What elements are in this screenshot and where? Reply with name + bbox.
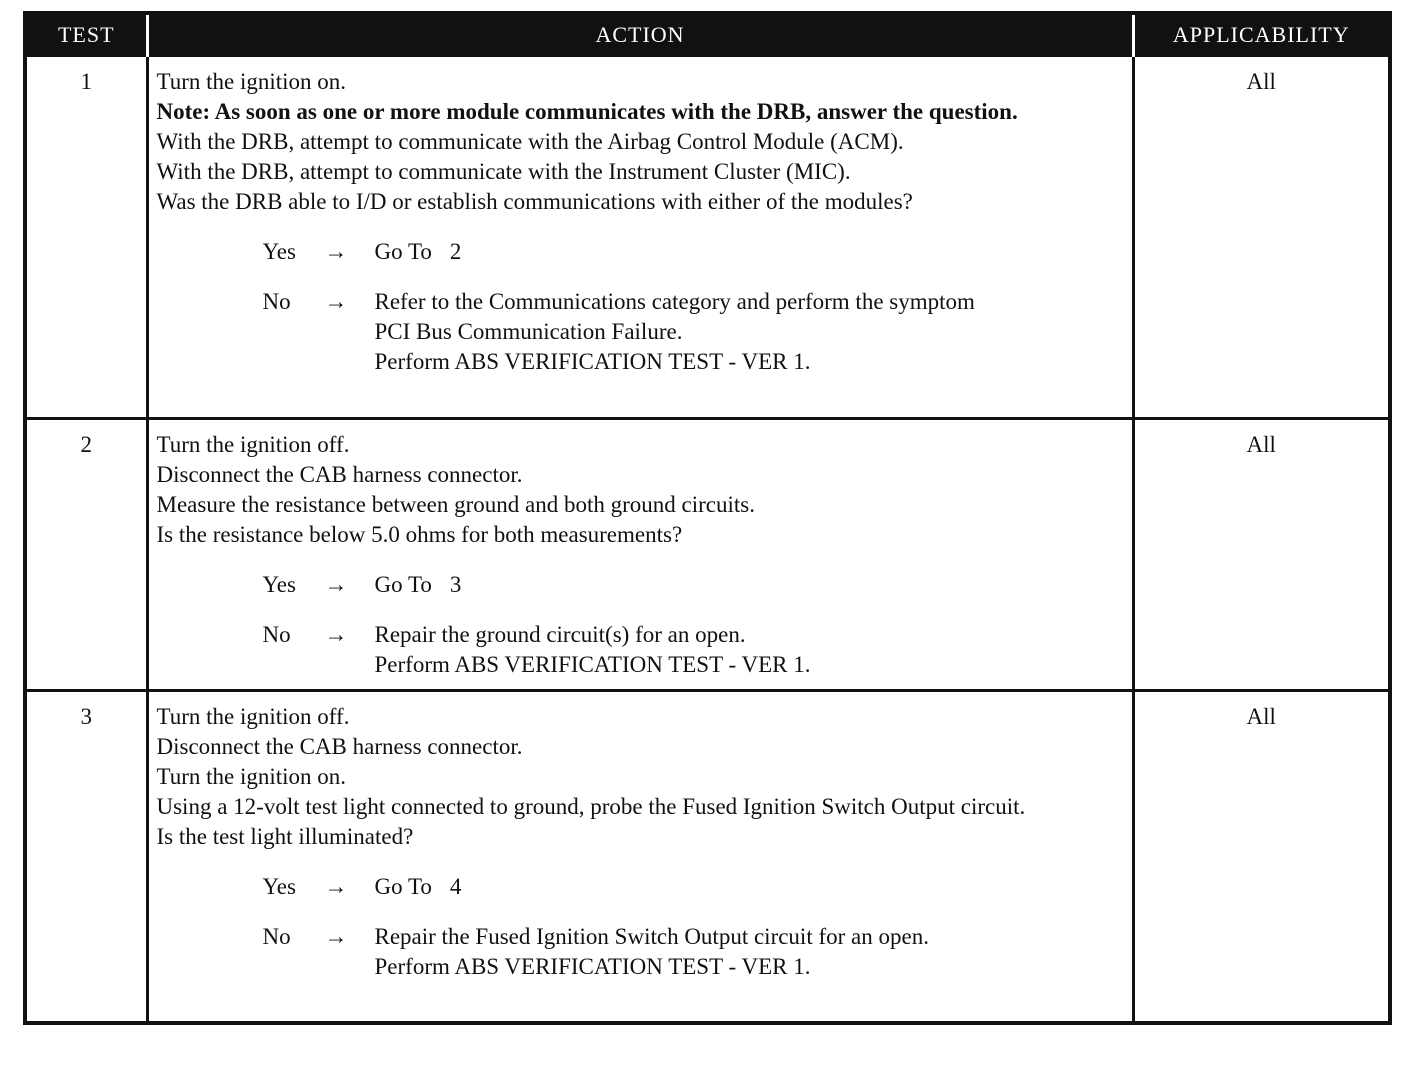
right-arrow-icon: → [324, 924, 348, 949]
goto-text: Go To [374, 874, 432, 899]
action-step: Turn the ignition off. [156, 432, 350, 457]
no-instruction: Perform ABS VERIFICATION TEST - VER 1. [374, 954, 811, 979]
no-branch [157, 620, 1124, 680]
action-note: Note: As soon as one or more module communicates with the DRB, answer the question. [156, 99, 1018, 124]
no-instruction: PCI Bus Communication Failure. [374, 319, 683, 344]
yes-branch [157, 872, 1124, 902]
right-arrow-icon: → [324, 289, 348, 314]
goto-number: 3 [449, 572, 462, 597]
no-instruction: Perform ABS VERIFICATION TEST - VER 1. [374, 349, 811, 374]
header-test: TEST [25, 13, 147, 56]
no-label: No [262, 622, 291, 647]
goto-text: Go To [374, 239, 432, 264]
table-header-row [25, 13, 1390, 56]
action-step: Disconnect the CAB harness connector. [156, 462, 523, 487]
no-label: No [262, 289, 291, 314]
action-question: Was the DRB able to I/D or establish communications with either of the modules? [156, 189, 913, 214]
no-branch [157, 922, 1124, 982]
no-instruction: Refer to the Communications category and perform the symptom [374, 289, 975, 314]
header-action: ACTION [147, 13, 1133, 56]
applicability-cell: All [1133, 56, 1390, 419]
action-step: Measure the resistance between ground and both ground circuits. [156, 492, 755, 517]
yes-branch [157, 570, 1124, 600]
header-applicability: APPLICABILITY [1133, 13, 1390, 56]
right-arrow-icon: → [324, 622, 348, 647]
no-label: No [262, 924, 291, 949]
action-step: Turn the ignition on. [156, 69, 347, 94]
test-number: 1 [25, 56, 147, 419]
goto-number: 4 [449, 874, 462, 899]
action-cell [147, 56, 1133, 419]
action-question: Is the resistance below 5.0 ohms for both measurements? [156, 522, 683, 547]
yes-label: Yes [262, 874, 296, 899]
table-row [25, 691, 1390, 1023]
goto-number: 2 [449, 239, 462, 264]
diagnostic-test-table [23, 11, 1392, 1025]
test-number: 2 [25, 419, 147, 691]
action-step: Using a 12-volt test light connected to ground, probe the Fused Ignition Switch Output circuit. [156, 794, 1026, 819]
action-step: Turn the ignition on. [156, 764, 347, 789]
applicability-cell: All [1133, 691, 1390, 1023]
action-question: Is the test light illuminated? [156, 824, 414, 849]
goto-text: Go To [374, 572, 432, 597]
action-step: With the DRB, attempt to communicate with the Instrument Cluster (MIC). [156, 159, 851, 184]
action-cell [147, 419, 1133, 691]
table-row [25, 56, 1390, 419]
table-row [25, 419, 1390, 691]
action-step: Turn the ignition off. [156, 704, 350, 729]
no-instruction: Repair the ground circuit(s) for an open. [374, 622, 746, 647]
yes-label: Yes [262, 239, 296, 264]
no-instruction: Repair the Fused Ignition Switch Output circuit for an open. [374, 924, 929, 949]
yes-branch [157, 237, 1124, 267]
right-arrow-icon: → [324, 239, 348, 264]
action-cell [147, 691, 1133, 1023]
test-number: 3 [25, 691, 147, 1023]
action-step: Disconnect the CAB harness connector. [156, 734, 523, 759]
right-arrow-icon: → [324, 572, 348, 597]
applicability-cell: All [1133, 419, 1390, 691]
no-instruction: Perform ABS VERIFICATION TEST - VER 1. [374, 652, 811, 677]
right-arrow-icon: → [324, 874, 348, 899]
yes-label: Yes [262, 572, 296, 597]
no-branch [157, 287, 1124, 377]
action-step: With the DRB, attempt to communicate with the Airbag Control Module (ACM). [156, 129, 904, 154]
